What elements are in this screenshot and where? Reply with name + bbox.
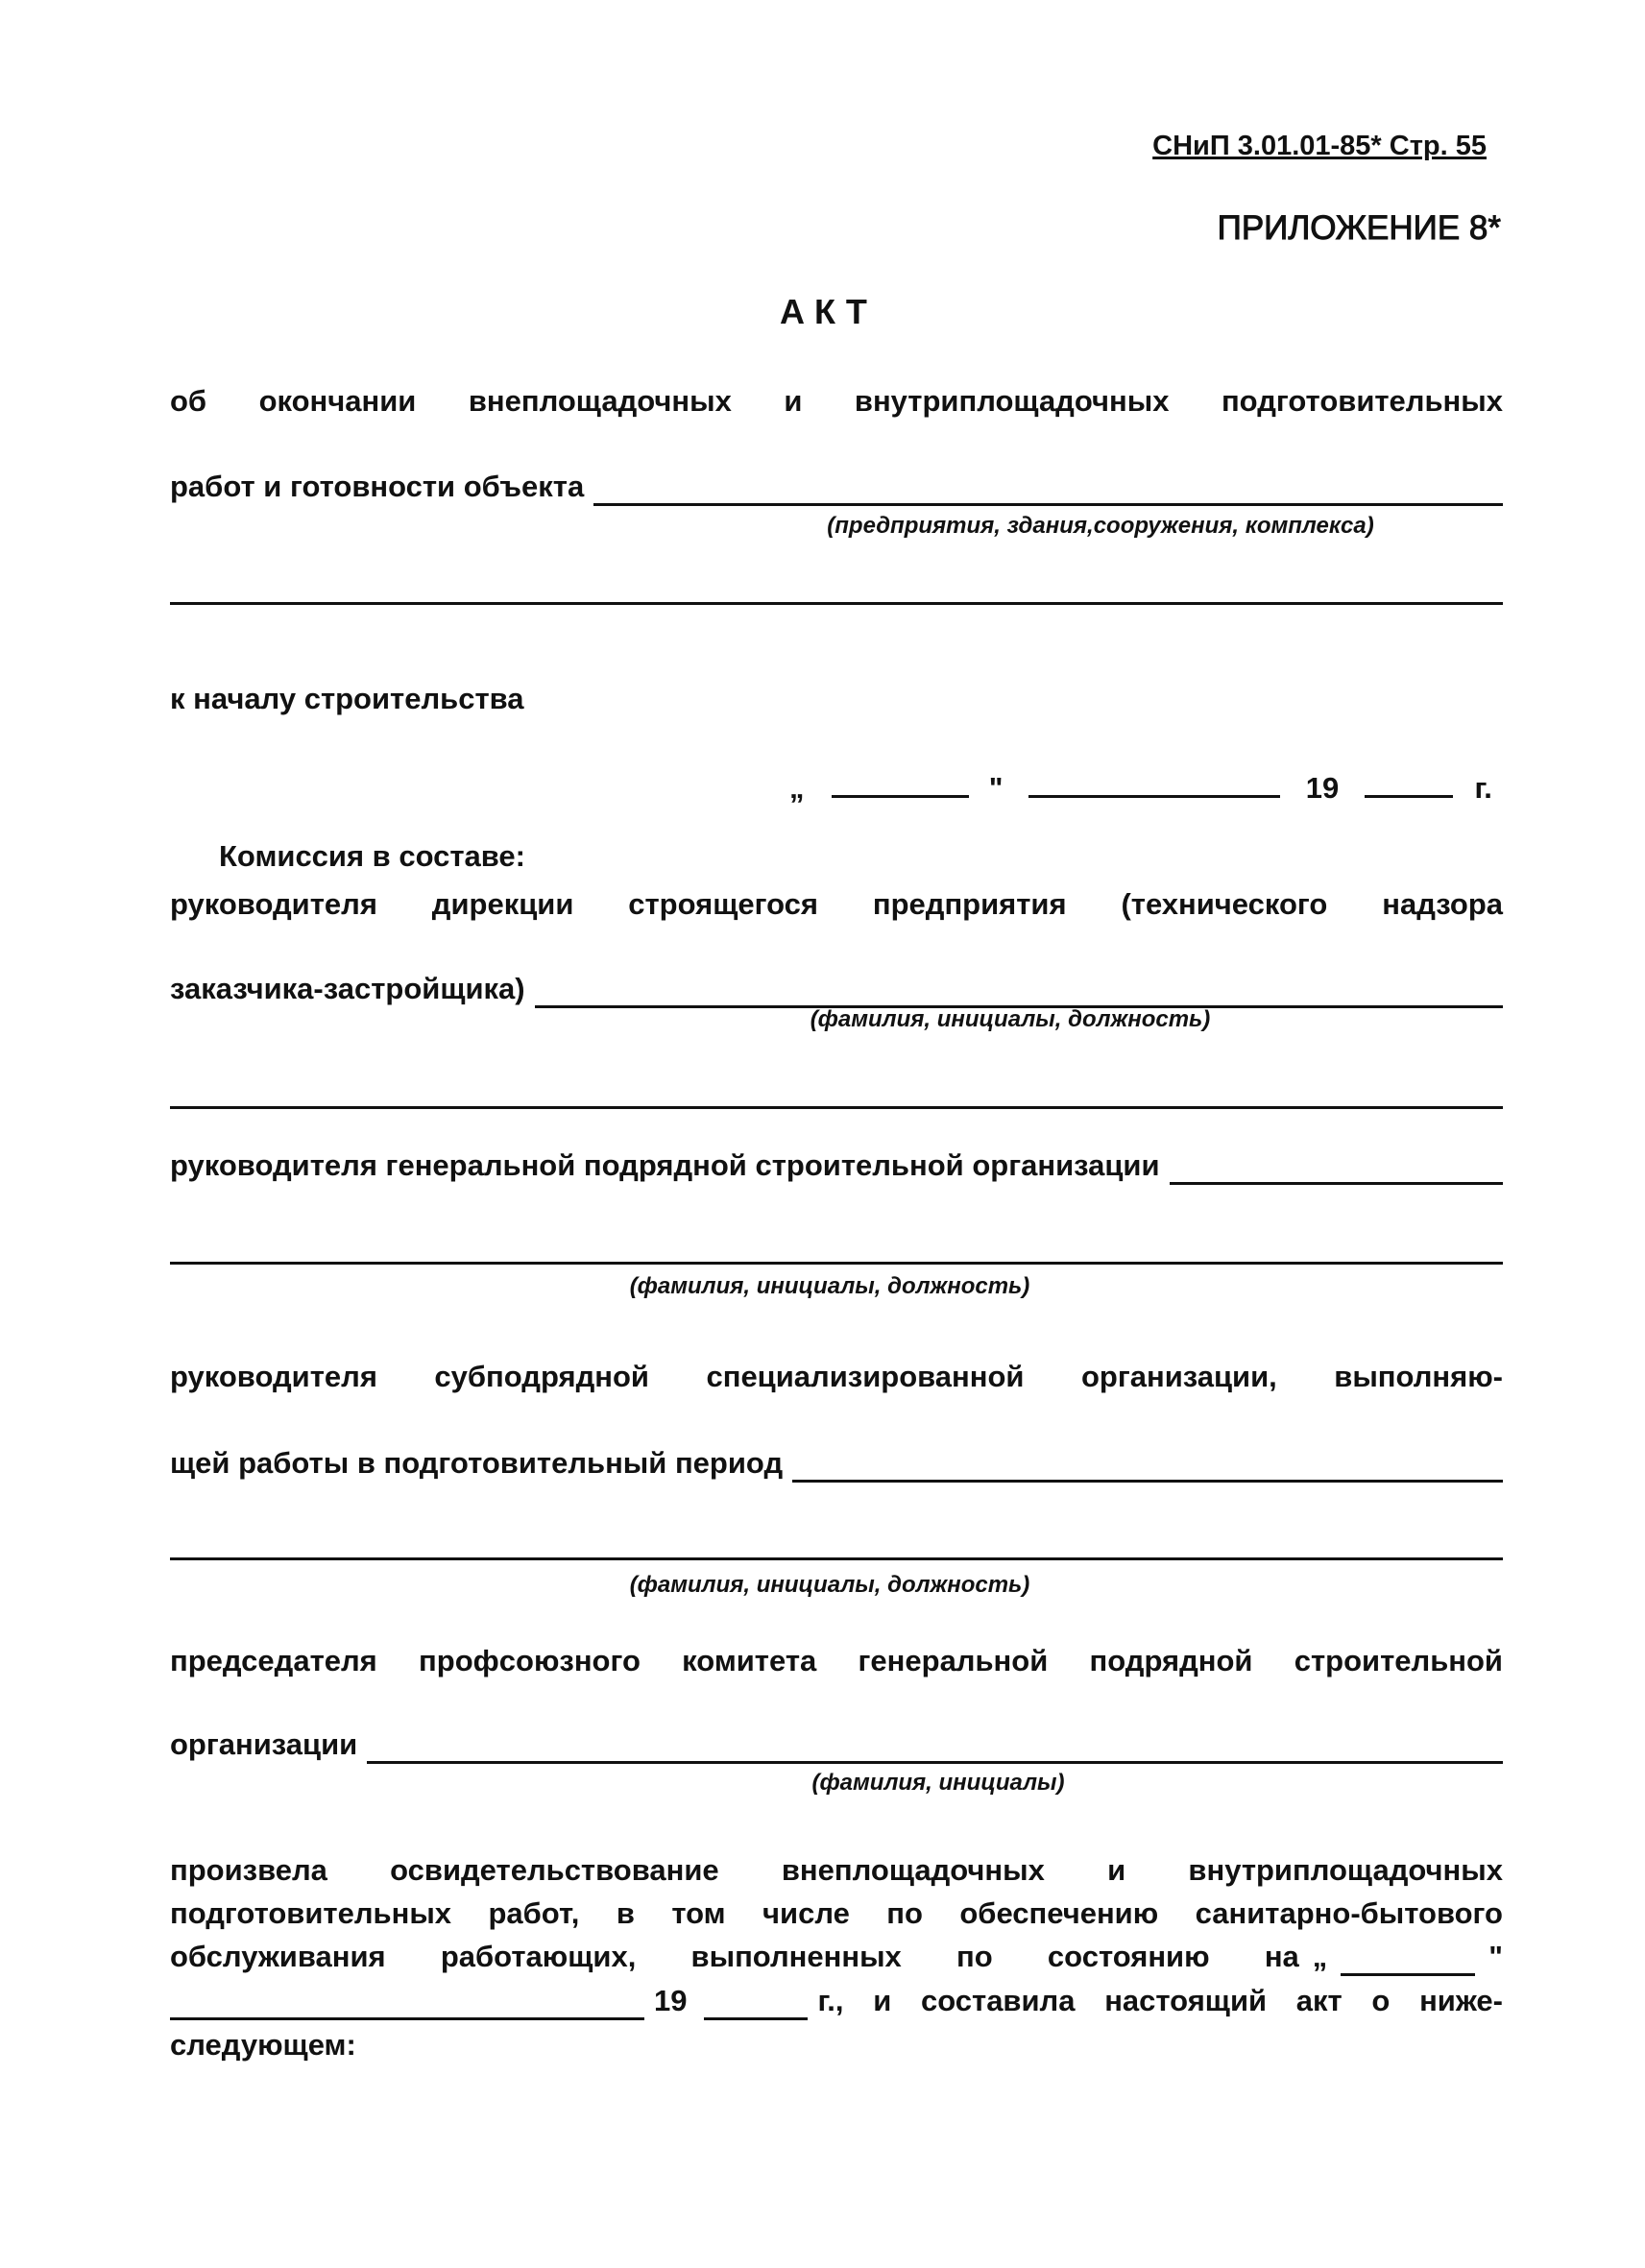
intro-line-1: об окончании внеплощадочных и внутриплощадочных подготовительных <box>170 384 1503 418</box>
subcontractor-field: щей работы в подготовительный период <box>170 1444 1503 1483</box>
conclusion-line-2: подготовительных работ, в том числе по обеспечению санитарно-бытового <box>170 1896 1503 1930</box>
director-blank[interactable] <box>535 977 1503 1008</box>
union-field: организации <box>170 1725 1503 1764</box>
general-contractor-field: руководителя генеральной подрядной строительной организации <box>170 1146 1503 1185</box>
conclusion-line-3: обслуживания работающих, выполненных по состоянию на „ " <box>170 1938 1503 1976</box>
object-blank[interactable] <box>593 474 1503 506</box>
appendix-label: ПРИЛОЖЕНИЕ 8* <box>1217 209 1501 247</box>
union-blank[interactable] <box>367 1732 1503 1764</box>
commission-heading: Комиссия в составе: <box>219 839 525 873</box>
director-blank-line-2[interactable] <box>170 1106 1503 1109</box>
state-year-blank[interactable] <box>704 1989 808 2020</box>
document-title: АКТ <box>780 292 877 331</box>
intro-line-3: к началу строительства <box>170 682 524 715</box>
object-blank-line-2[interactable] <box>170 602 1503 605</box>
month-blank[interactable] <box>1028 766 1280 798</box>
subcontractor-blank[interactable] <box>792 1451 1503 1483</box>
conclusion-line-1: произвела освидетельствование внеплощадочных и внутриплощадочных <box>170 1853 1503 1887</box>
state-day-blank[interactable] <box>1341 1944 1475 1976</box>
director-field: заказчика-застройщика) <box>170 970 1503 1008</box>
object-field: работ и готовности объекта <box>170 468 1503 506</box>
conclusion-line-4: 19 г., и составила настоящий акт о ниже- <box>170 1982 1503 2020</box>
state-month-blank[interactable] <box>170 1989 644 2020</box>
general-contractor-blank[interactable] <box>1170 1153 1503 1185</box>
general-contractor-blank-line-2[interactable] <box>170 1262 1503 1265</box>
union-line-1: председателя профсоюзного комитета генеральной подрядной строительной <box>170 1644 1503 1677</box>
subcontractor-blank-line-2[interactable] <box>170 1557 1503 1560</box>
general-contractor-caption: (фамилия, инициалы, должность) <box>629 1273 1030 1299</box>
director-line-1: руководителя дирекции строящегося предприятия (технического надзора <box>170 887 1503 921</box>
subcontractor-caption: (фамилия, инициалы, должность) <box>629 1572 1030 1598</box>
subcontractor-line-1: руководителя субподрядной специализированной организации, выполняю- <box>170 1360 1503 1393</box>
day-blank[interactable] <box>832 766 969 798</box>
act-date: „ " 19 г. <box>789 766 1503 808</box>
document-reference: СНиП 3.01.01-85* Стр. 55 <box>1152 131 1487 161</box>
conclusion-line-5: следующем: <box>170 2028 356 2062</box>
object-caption: (предприятия, здания,сооружения, комплекса) <box>827 513 1374 539</box>
union-caption: (фамилия, инициалы) <box>811 1770 1065 1796</box>
year-blank[interactable] <box>1365 766 1453 798</box>
director-caption: (фамилия, инициалы, должность) <box>810 1006 1211 1032</box>
